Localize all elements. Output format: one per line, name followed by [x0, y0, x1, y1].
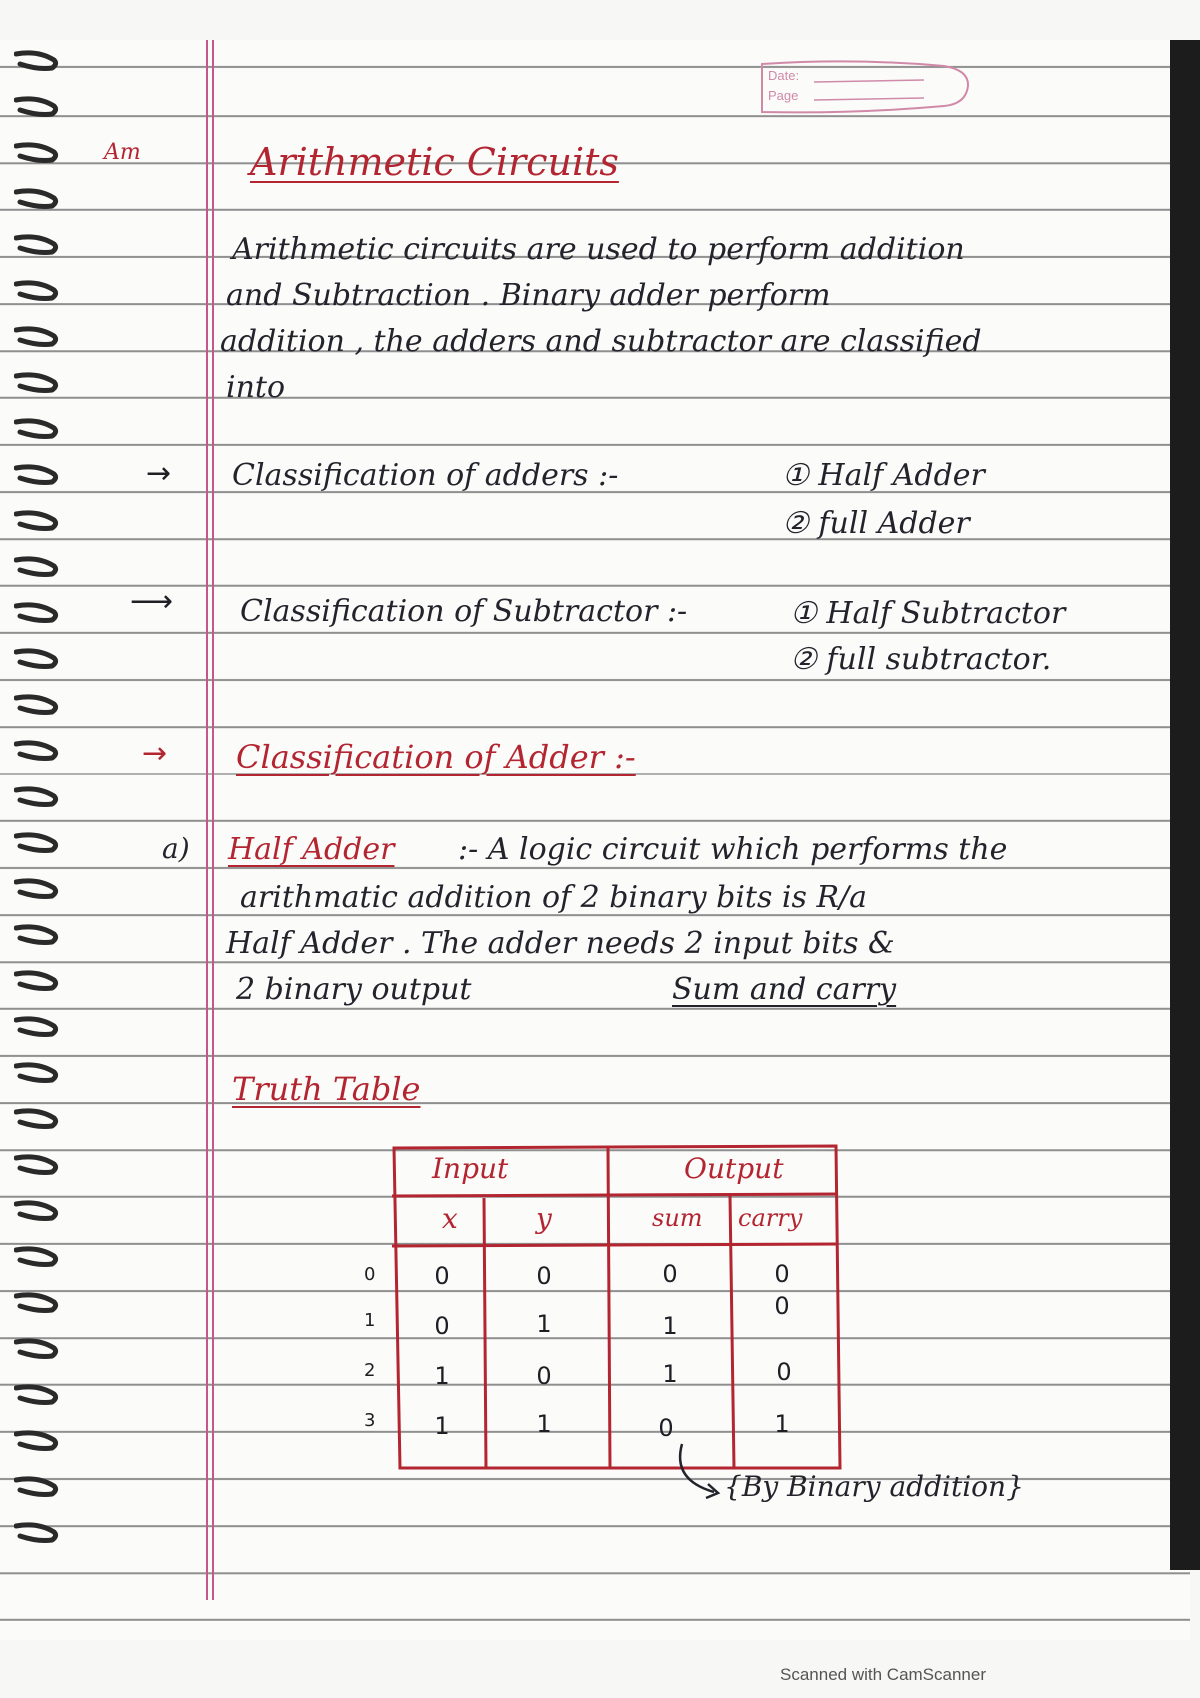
spiral-ring [14, 602, 60, 624]
table-header-carry: carry [738, 1204, 803, 1232]
margin-line [206, 40, 208, 1600]
spiral-ring [14, 878, 60, 900]
arrow-right-icon: → [146, 456, 172, 491]
half-adder-line-4: 2 binary output [236, 972, 472, 1007]
row-label: 2 [364, 1360, 376, 1381]
spiral-ring [14, 1016, 60, 1038]
table-cell: 0 [774, 1292, 790, 1320]
spiral-ring [14, 142, 60, 164]
spiral-ring [14, 464, 60, 486]
spiral-ring [14, 1384, 60, 1406]
spiral-ring [14, 1200, 60, 1222]
row-label: 0 [364, 1264, 376, 1285]
arrow-right-icon: ⟶ [130, 584, 174, 619]
scanner-watermark: Scanned with CamScanner [780, 1665, 987, 1684]
spiral-ring [14, 1062, 60, 1084]
spiral-ring [14, 694, 60, 716]
half-adder-line-3: Half Adder . The adder needs 2 input bits & [226, 926, 895, 961]
spiral-ring [14, 1246, 60, 1268]
spiral-ring [14, 556, 60, 578]
margin-line-inner [212, 40, 214, 1600]
table-cell: 0 [536, 1262, 552, 1290]
spiral-ring [14, 510, 60, 532]
table-cell: 0 [662, 1260, 678, 1288]
intro-line-3: addition , the adders and subtractor are classified [220, 324, 982, 359]
spiral-ring [14, 1154, 60, 1176]
spiral-ring [14, 1338, 60, 1360]
spiral-ring [14, 1108, 60, 1130]
table-header-y: y [536, 1202, 552, 1235]
table-cell: 1 [536, 1410, 552, 1438]
page-edge-shadow [1170, 40, 1200, 1570]
half-adder-line-1: :- A logic circuit which performs the [458, 832, 1008, 867]
intro-line-2: and Subtraction . Binary adder perform [226, 278, 831, 313]
half-adder-line-2: arithmatic addition of 2 binary bits is R/a [240, 880, 868, 915]
subtractor-item-2: ② full subtractor. [790, 642, 1052, 677]
table-cell: 1 [774, 1410, 790, 1438]
half-adder-marker: a) [162, 832, 190, 865]
curved-arrow-icon [668, 1440, 728, 1510]
margin-note: Am [104, 140, 141, 165]
adders-classification-label: Classification of adders :- [232, 458, 619, 493]
table-cell: 0 [536, 1362, 552, 1390]
table-header-sum: sum [652, 1204, 703, 1232]
date-page-stamp [754, 56, 976, 118]
spiral-ring [14, 786, 60, 808]
stamp-date-label: Date: [768, 68, 800, 83]
table-cell: 0 [776, 1358, 792, 1386]
subtractor-classification-label: Classification of Subtractor :- [240, 594, 688, 629]
table-cell: 1 [536, 1310, 552, 1338]
sum-carry-text: Sum and carry [672, 972, 897, 1007]
subtractor-item-1: ① Half Subtractor [790, 596, 1066, 631]
spiral-ring [14, 970, 60, 992]
adders-item-2: ② full Adder [782, 506, 970, 541]
stamp-page-label: Page [768, 88, 799, 103]
intro-line-1: Arithmetic circuits are used to perform addition [232, 232, 965, 267]
row-label: 3 [364, 1410, 376, 1431]
spiral-ring [14, 740, 60, 762]
table-cell: 1 [434, 1412, 450, 1440]
truth-table [388, 1142, 848, 1472]
table-cell: 0 [658, 1414, 674, 1442]
intro-line-4: into [226, 370, 286, 405]
arrow-right-icon: → [142, 736, 168, 771]
spiral-ring [14, 326, 60, 348]
table-cell: 1 [434, 1362, 450, 1390]
spiral-ring [14, 1292, 60, 1314]
spiral-ring [14, 50, 60, 72]
spiral-ring [14, 418, 60, 440]
table-group-input: Input [432, 1152, 509, 1185]
table-header-x: x [442, 1202, 458, 1235]
row-label: 1 [364, 1310, 376, 1331]
table-cell: 0 [434, 1312, 450, 1340]
truth-table-label: Truth Table [232, 1070, 421, 1108]
spiral-ring [14, 1476, 60, 1498]
spiral-ring [14, 832, 60, 854]
spiral-binding [14, 50, 62, 1590]
table-group-output: Output [684, 1152, 784, 1185]
table-cell: 0 [774, 1260, 790, 1288]
page-title: Arithmetic Circuits [250, 140, 619, 184]
spiral-ring [14, 1430, 60, 1452]
table-cell: 1 [662, 1312, 678, 1340]
spiral-ring [14, 96, 60, 118]
binary-addition-note: {By Binary addition} [724, 1470, 1024, 1503]
half-adder-term: Half Adder [228, 832, 395, 867]
section-heading: Classification of Adder :- [236, 738, 636, 776]
spiral-ring [14, 648, 60, 670]
stamp-scroll-icon [754, 56, 976, 118]
spiral-ring [14, 280, 60, 302]
table-cell: 1 [662, 1360, 678, 1388]
adders-item-1: ① Half Adder [782, 458, 985, 493]
spiral-ring [14, 924, 60, 946]
spiral-ring [14, 1522, 60, 1544]
table-cell: 0 [434, 1262, 450, 1290]
spiral-ring [14, 234, 60, 256]
spiral-ring [14, 372, 60, 394]
spiral-ring [14, 188, 60, 210]
